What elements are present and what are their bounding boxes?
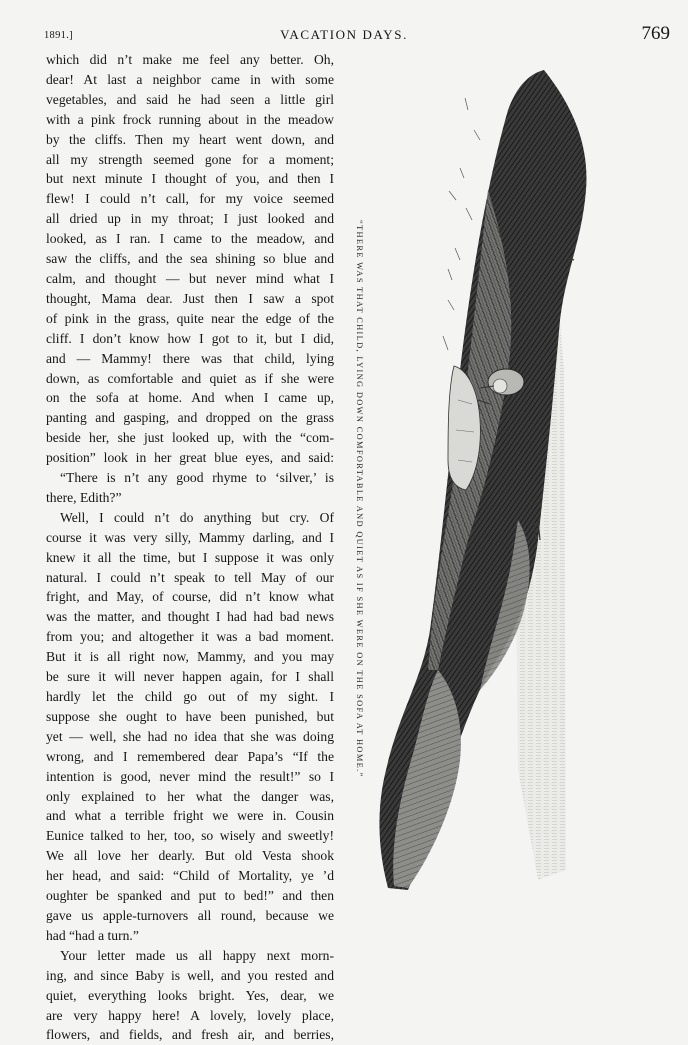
text-line: calm, and thought — but never mind what I [46,270,334,286]
text-line: was the matter, and thought I had had bad news [46,609,334,625]
body-text-column [46,50,334,1045]
header-date: 1891.] [44,30,73,41]
text-line: which did n’t make me feel any better. Oh, [46,52,334,67]
text-line: We all love her dearly. But old Vesta shook [46,848,334,864]
text-line: gave us apple-turnovers all round, because we [46,907,334,923]
text-line: her head, and said: “Child of Mortality, ye ’d [46,868,334,884]
text-line: But it is all right now, Mammy, and you may [46,649,334,665]
text-line: down, as comfortable and quiet as if she were [46,370,334,386]
text-line: on the sofa at home. And when I came up, [46,390,334,406]
text-line: suppose she ought to have been punished, but [46,708,334,724]
text-line: saw the cliffs, and the sea shining so blue and [46,251,334,267]
engraving-image [368,70,598,892]
text-line: had “had a turn.” [46,927,139,943]
text-line: position” look in her great blue eyes, and said: [46,450,334,466]
text-line: there, Edith?” [46,489,122,505]
text-line: hardly let the child go out of my sight. I [46,689,334,704]
text-line: panting and gasping, and dropped on the grass [46,410,334,426]
text-line: of pink in the grass, quite near the edge of the [46,310,334,326]
text-line: looked, as I ran. I came to the meadow, and [46,231,334,247]
text-line: Your letter made us all happy next morn- [60,947,334,963]
text-line: and what a terrible fright we were in. Cousin [46,808,334,824]
text-line: with a pink frock running about in the meadow [46,111,334,127]
text-line: oughter be spanked and put to bed!” and then [46,888,334,904]
text-line: by the cliffs. Then my heart went down, and [46,131,334,147]
text-line: Eunice talked to her, too, so wisely and sweetly! [46,828,334,844]
running-header [0,23,688,50]
text-line: but next minute I thought of you, and then I [46,171,334,187]
page-number: 769 [641,23,670,44]
text-line: yet — well, she had no idea that she was doing [46,728,334,744]
text-line: thought, Mama dear. Just then I saw a spot [46,290,334,306]
text-line: intention is good, never mind the result!” so I [46,768,334,784]
header-title: VACATION DAYS. [280,27,408,42]
cliff-illustration [368,70,598,892]
text-line: quiet, everything looks bright. Yes, dear, we [46,987,334,1003]
text-line: flew! I could n’t call, for my voice seemed [46,191,334,207]
text-line: cliff. I don’t know how I got to it, but I did, [46,330,334,346]
text-line: be sure it will never happen again, for I shall [46,669,334,685]
text-line: knew it all the time, but I suppose it was only [46,549,334,565]
text-line: fright, and May, of course, did n’t know what [46,589,334,605]
text-line: all my strength seemed gone for a moment; [46,151,334,167]
text-line: are very happy here! A lovely, lovely place, [46,1007,334,1023]
illustration-caption: “THERE WAS THAT CHILD, LYING DOWN COMFORTABLE AND QUIET AS IF SHE WERE ON THE SOFA AT HOME.” [355,220,364,778]
text-line: beside her, she just looked up, with the “com- [46,430,334,446]
text-line: all dried up in my throat; I just looked and [46,211,334,227]
text-line: only explained to her what the danger was, [46,788,334,804]
text-line: natural. I could n’t speak to tell May of our [46,569,334,585]
text-line: ing, and since Baby is well, and you rested and [46,967,334,983]
text-line: and — Mammy! there was that child, lying [46,350,334,366]
text-line: “There is n’t any good rhyme to ‘silver,’ is [60,470,334,486]
text-line: dear! At last a neighbor came in with some [46,71,334,87]
text-line: Well, I could n’t do anything but cry. Of [60,509,334,525]
text-line: course it was very silly, Mammy darling, and I [46,529,334,545]
text-line: wrong, and I remembered dear Papa’s “If the [46,748,334,764]
text-line: flowers, and fields, and fresh air, and berries, [46,1027,334,1043]
text-line: from you; and altogether it was a bad moment. [46,629,334,645]
text-line: vegetables, and said he had seen a little girl [46,91,334,107]
